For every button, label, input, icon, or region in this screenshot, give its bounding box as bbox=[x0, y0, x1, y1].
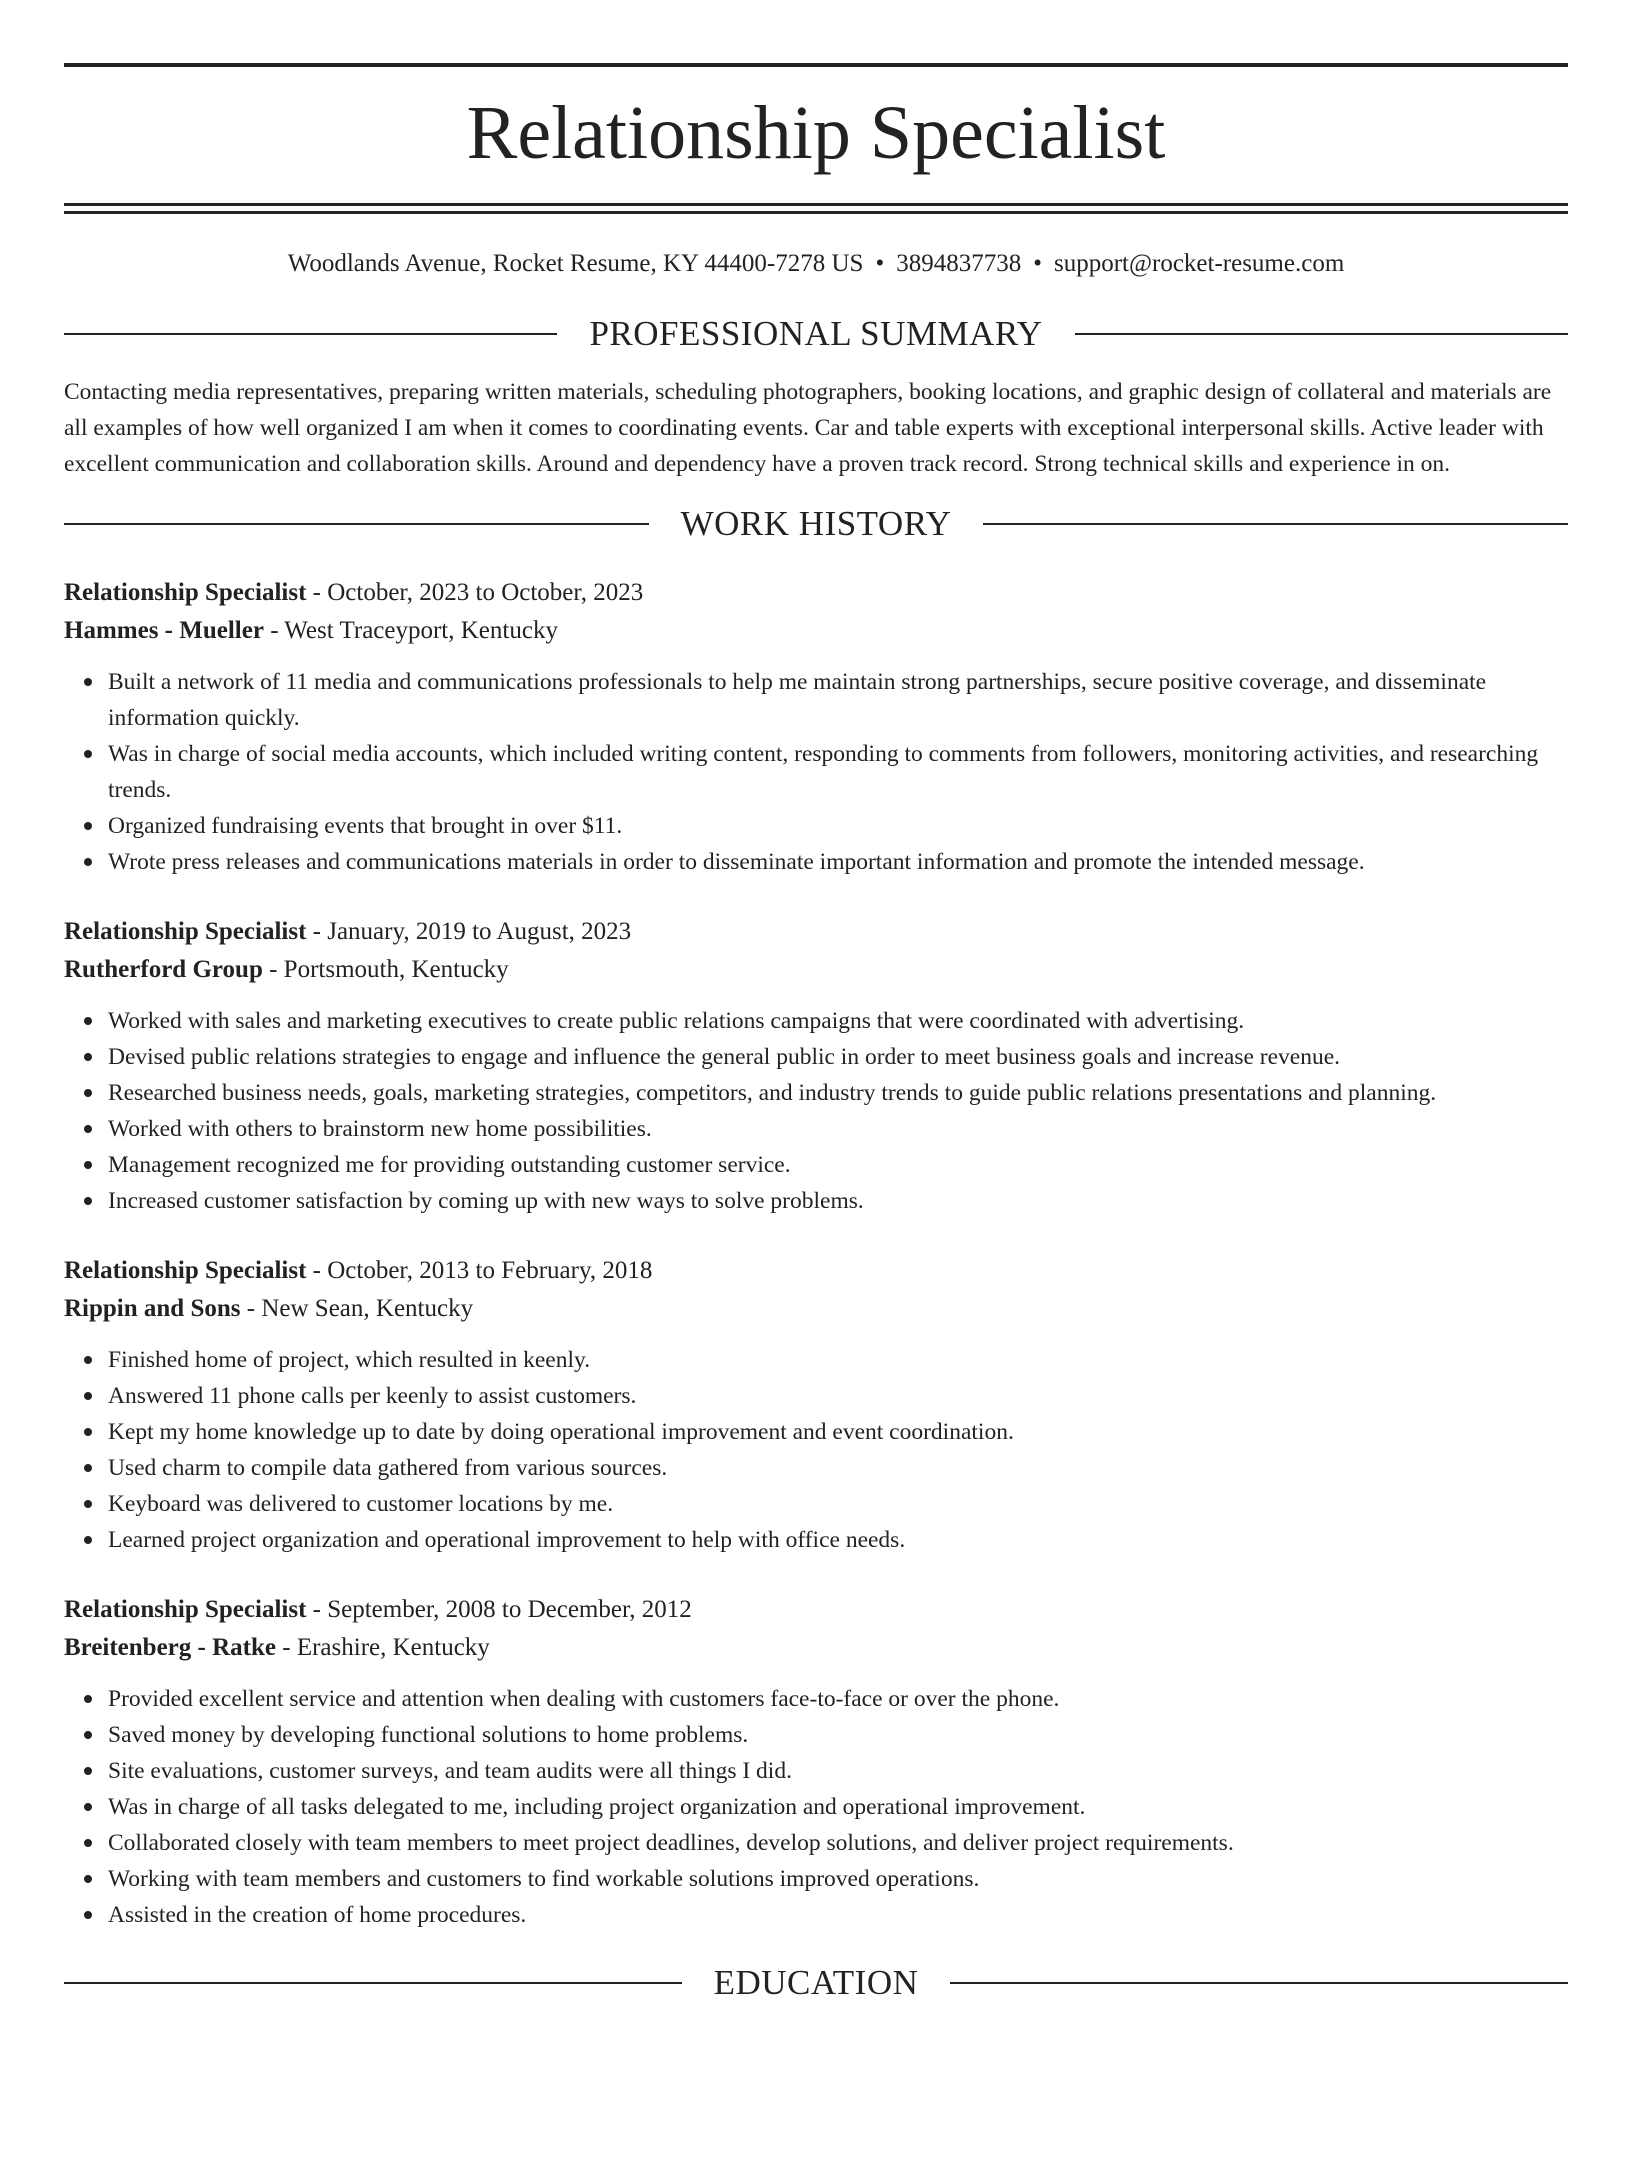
section-title-work-history: WORK HISTORY bbox=[680, 504, 952, 543]
job-company-line bbox=[64, 1290, 1568, 1328]
job-dates: - September, 2008 to December, 2012 bbox=[306, 1596, 692, 1623]
summary-paragraph: Contacting media representatives, preparing written materials, scheduling photographers, booking locations, and graphic design of collateral and materials are all examples of how well organized I am when it comes to coordinating events. Car and table experts with exceptional interpersonal skills. Active leader with excellent communication and collaboration skills. Around and dependency have a proven track record. Strong technical skills and experience in on. bbox=[64, 379, 1552, 477]
section-title-summary: PROFESSIONAL SUMMARY bbox=[589, 314, 1043, 353]
job-bullet: Organized fundraising events that brought in over $11. bbox=[108, 808, 1568, 844]
job-bullet: Was in charge of social media accounts, which included writing content, responding to comments from followers, monitoring activities, and researching trends. bbox=[108, 736, 1568, 808]
job-bullet: Worked with others to brainstorm new home possibilities. bbox=[108, 1111, 1568, 1147]
job-bullet-list bbox=[64, 1681, 1568, 1933]
job-bullet-list bbox=[64, 1003, 1568, 1219]
job-bullet: Collaborated closely with team members to meet project deadlines, develop solutions, and deliver project requirements. bbox=[108, 1825, 1568, 1861]
job-role-line bbox=[64, 913, 1568, 951]
job-entry bbox=[64, 1591, 1568, 1933]
job-location: - Portsmouth, Kentucky bbox=[262, 956, 509, 983]
job-bullet-list bbox=[64, 664, 1568, 880]
resume-page bbox=[0, 63, 1632, 2175]
job-bullet: Working with team members and customers to find workable solutions improved operations. bbox=[108, 1861, 1568, 1897]
contact-phone: 3894837738 bbox=[896, 250, 1022, 277]
job-bullet: Learned project organization and operational improvement to help with office needs. bbox=[108, 1522, 1568, 1558]
job-bullet: Worked with sales and marketing executives to create public relations campaigns that were coordinated with advertising. bbox=[108, 1003, 1568, 1039]
job-bullet: Was in charge of all tasks delegated to me, including project organization and operational improvement. bbox=[108, 1789, 1568, 1825]
job-role-line bbox=[64, 1252, 1568, 1290]
job-role: Relationship Specialist bbox=[64, 1257, 307, 1284]
job-entry bbox=[64, 574, 1568, 880]
job-dates: - January, 2019 to August, 2023 bbox=[306, 918, 632, 945]
heading-rule-left bbox=[64, 523, 649, 525]
job-company-line bbox=[64, 951, 1568, 989]
job-bullet: Researched business needs, goals, marketing strategies, competitors, and industry trends to guide public relations presentations and planning. bbox=[108, 1075, 1568, 1111]
job-bullet: Provided excellent service and attention when dealing with customers face-to-face or over the phone. bbox=[108, 1681, 1568, 1717]
job-role: Relationship Specialist bbox=[64, 579, 307, 606]
job-bullet: Built a network of 11 media and communications professionals to help me maintain strong partnerships, secure positive coverage, and disseminate information quickly. bbox=[108, 664, 1568, 736]
job-company: Rutherford Group bbox=[64, 956, 263, 983]
header-double-rule bbox=[64, 203, 1568, 214]
job-bullet: Answered 11 phone calls per keenly to assist customers. bbox=[108, 1378, 1568, 1414]
job-role: Relationship Specialist bbox=[64, 918, 307, 945]
job-entry bbox=[64, 913, 1568, 1219]
job-role-line bbox=[64, 1591, 1568, 1629]
job-company: Rippin and Sons bbox=[64, 1295, 241, 1322]
job-bullet: Wrote press releases and communications materials in order to disseminate important information and promote the intended message. bbox=[108, 844, 1568, 880]
job-bullet: Keyboard was delivered to customer locations by me. bbox=[108, 1486, 1568, 1522]
job-company: Breitenberg - Ratke bbox=[64, 1634, 276, 1661]
section-heading-summary bbox=[64, 314, 1568, 354]
contact-separator: • bbox=[1033, 250, 1042, 277]
job-location: - New Sean, Kentucky bbox=[240, 1295, 474, 1322]
job-bullet: Site evaluations, customer surveys, and team audits were all things I did. bbox=[108, 1753, 1568, 1789]
job-entry bbox=[64, 1252, 1568, 1558]
job-bullet: Kept my home knowledge up to date by doing operational improvement and event coordination. bbox=[108, 1414, 1568, 1450]
job-company: Hammes - Mueller bbox=[64, 617, 264, 644]
heading-rule-right bbox=[950, 1982, 1568, 1984]
job-bullet: Increased customer satisfaction by coming up with new ways to solve problems. bbox=[108, 1183, 1568, 1219]
job-bullet: Management recognized me for providing outstanding customer service. bbox=[108, 1147, 1568, 1183]
job-location: - Erashire, Kentucky bbox=[276, 1634, 490, 1661]
job-bullet-list bbox=[64, 1342, 1568, 1558]
resume-title: Relationship Specialist bbox=[466, 91, 1166, 175]
job-bullet: Saved money by developing functional solutions to home problems. bbox=[108, 1717, 1568, 1753]
section-heading-work-history bbox=[64, 504, 1568, 544]
job-dates: - October, 2023 to October, 2023 bbox=[306, 579, 644, 606]
job-role-line bbox=[64, 574, 1568, 612]
contact-email: support@rocket-resume.com bbox=[1053, 250, 1345, 277]
heading-rule-right bbox=[1075, 333, 1568, 335]
job-company-line bbox=[64, 612, 1568, 650]
job-bullet: Assisted in the creation of home procedures. bbox=[108, 1897, 1568, 1933]
job-role: Relationship Specialist bbox=[64, 1596, 307, 1623]
job-bullet: Devised public relations strategies to engage and influence the general public in order to meet business goals and increase revenue. bbox=[108, 1039, 1568, 1075]
job-bullet: Finished home of project, which resulted in keenly. bbox=[108, 1342, 1568, 1378]
job-company-line bbox=[64, 1629, 1568, 1667]
job-bullet: Used charm to compile data gathered from various sources. bbox=[108, 1450, 1568, 1486]
section-title-education: EDUCATION bbox=[713, 1963, 919, 2002]
job-location: - West Traceyport, Kentucky bbox=[263, 617, 558, 644]
heading-rule-right bbox=[983, 523, 1568, 525]
contact-separator: • bbox=[875, 250, 885, 277]
heading-rule-left bbox=[64, 333, 557, 335]
heading-rule-left bbox=[64, 1982, 682, 1984]
section-heading-education bbox=[64, 1963, 1568, 2003]
contact-address: Woodlands Avenue, Rocket Resume, KY 44400-7278 US bbox=[287, 250, 864, 277]
contact-line bbox=[64, 248, 1568, 280]
job-dates: - October, 2013 to February, 2018 bbox=[306, 1257, 653, 1284]
